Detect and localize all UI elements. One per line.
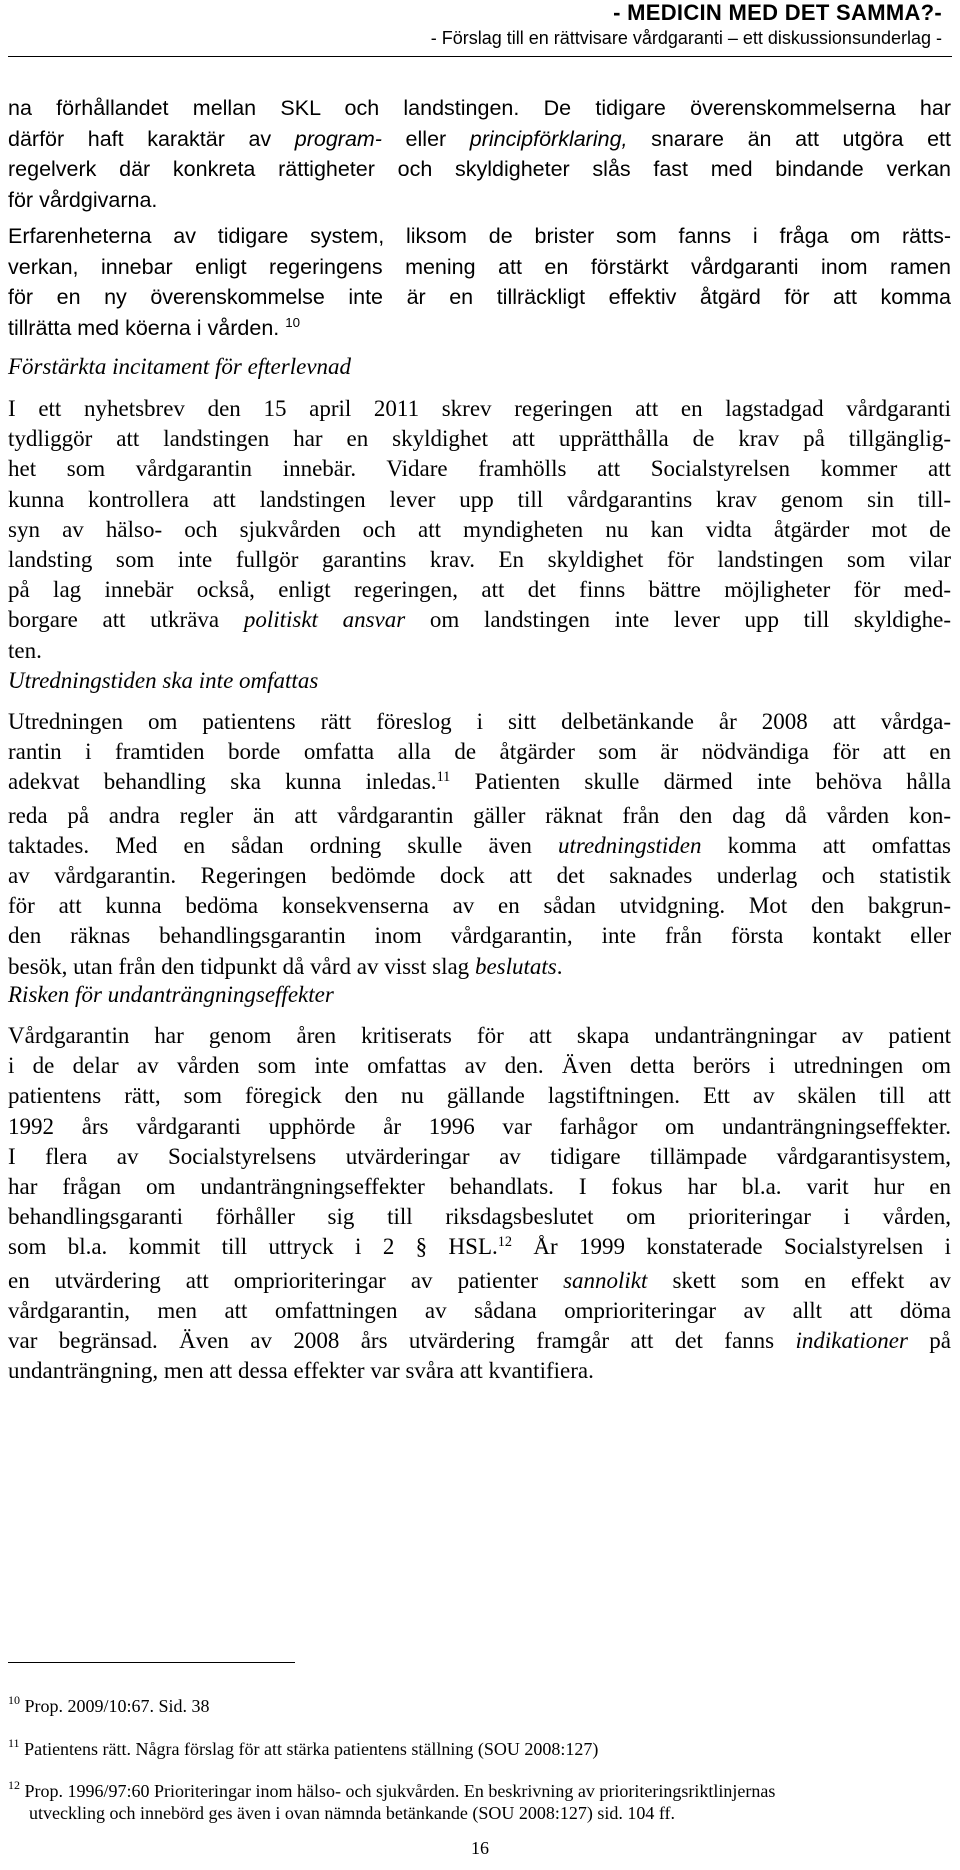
text-line: undanträngning, men att dessa effekter var svåra att kvantifiera. [8,1358,594,1384]
footnote-rule [8,1662,295,1663]
text-line: 1992 års vårdgaranti upphörde år 1996 var farhågor om undanträngningseffekter. [8,1113,951,1139]
footnote-continuation [8,1802,951,1824]
running-header-subtitle: - Förslag till en rättvisare vårdgaranti – ett diskussionsunderlag - [430,28,942,48]
text-line: regelverk där konkreta rättigheter och skyldigheter slås fast med bindande verkan [8,157,951,181]
text-line: var begränsad. Även av 2008 års utvärdering framgår att det fanns indikationer på [8,1328,952,1354]
text-line: för en ny överenskommelse inte är en tillräckligt effektiv åtgärd för att komma [8,285,951,309]
text-line: tillrätta med köerna i vården. $^{10}$ [8,314,301,340]
footnote [8,1735,951,1762]
footnote-text: Prop. 1996/97:60 Prioriteringar inom hälso- och sjukvården. En beskrivning av prioriteringsriktlinjernas [24,1781,776,1801]
text-line: på lag innebär också, enligt regeringen, att det finns bättre möjligheter för med- [8,577,951,603]
footnote-text: Prop. 2009/10:67. Sid. 38 [24,1696,210,1716]
paragraph-intro [8,93,951,215]
text-line: för att kunna bedöma konsekvenserna av en sådan utvidgning. Mot den bakgrun- [8,893,951,919]
section-heading: Förstärkta incitament för efterlevnad [8,354,352,379]
text-line: I ett nyhetsbrev den 15 april 2011 skrev regeringen att en lagstadgad vårdgaranti [8,396,951,421]
text-line: rantin i framtiden borde omfatta alla de åtgärder som är nödvändiga för att en [8,739,951,765]
text-line: Utredningen om patientens rätt föreslog i sitt delbetänkande år 2008 att vårdga- [8,709,951,734]
text-line: adekvat behandling ska kunna inledas.$^{11}$ Patienten skulle därmed inte behöva hålla [8,768,951,795]
footnote-ref: 12 [497,1233,513,1250]
text-line: Erfarenheterna av tidigare system, liksom de brister som fanns i fråga om rätts- [8,224,951,248]
footnote-number: 11 [8,1735,20,1750]
paragraph-displacement [8,1021,951,1386]
text-line: taktades. Med en sådan ordning skulle även utredningstiden komma att omfattas [8,832,951,858]
section-heading: Risken för undanträngningseffekter [8,982,334,1007]
text-line: en utvärdering att omprioriteringar av patienter sannolikt skett som en effekt av [8,1267,951,1293]
footnote-ref: 11 [436,768,451,785]
text-line: reda på andra regler än att vårdgarantin gäller räknat från den dag då vården kon- [8,802,951,828]
text-line: Vårdgarantin har genom åren kritiserats för att skapa undanträngningar av patient [8,1023,951,1048]
text-line: tydliggör att landstingen har en skyldighet att upprätthålla de krav på tillgänglig- [8,426,951,452]
footnote-number: 12 [8,1777,20,1792]
paragraph-experience [8,221,951,346]
text-line: den räknas behandlingsgarantin inom vårdgarantin, inte från första kontakt eller [8,923,951,949]
text-line: landsting som inte fullgör garantins krav. En skyldighet för landstingen som vilar [8,547,951,573]
footnote-ref: 10 [285,314,301,330]
text-line: kunna kontrollera att landstingen lever upp till vårdgarantins krav genom sin till- [8,486,951,512]
text-line: vårdgarantin, men att omfattningen av sådana omprioriteringar av allt att döma [8,1297,951,1323]
text-line: I flera av Socialstyrelsens utvärderingar av tidigare tillämpade vårdgarantisystem, [8,1143,951,1169]
footnote [8,1692,951,1719]
page-number: 16 [471,1838,489,1858]
text-line: som bl.a. kommit till uttryck i 2 § HSL.$^{12}$ År 1999 konstaterade Socialstyrelsen i [8,1233,951,1260]
text-line: i de delar av vården som inte omfattas av den. Även detta berörs i utredningen om [8,1053,951,1079]
paragraph-investigation-time [8,707,951,982]
footnote [8,1777,951,1804]
text-line: syn av hälso- och sjukvården och att myndigheten nu kan vidta åtgärder mot de [8,516,951,542]
text-line: därför haft karaktär av program- eller principförklaring, snarare än att utgöra ett [8,126,952,151]
header-rule [8,56,952,57]
text-line: besök, utan från den tidpunkt då vård av visst slag beslutats. [8,953,563,979]
running-header-title: - MEDICIN MED DET SAMMA?- [613,0,942,25]
text-line: borgare att utkräva politiskt ansvar om landstingen inte lever upp till skyldighe- [8,607,951,633]
text-line: het som vårdgarantin innebär. Vidare framhölls att Socialstyrelsen kommer att [8,456,951,482]
text-line: av vårdgarantin. Regeringen bedömde dock att det saknades underlag och statistik [8,863,951,889]
text-line: behandlingsgaranti förhåller sig till riksdagsbeslutet om prioriteringar i vården, [8,1204,951,1230]
text-line: na förhållandet mellan SKL och landstingen. De tidigare överenskommelserna har [8,96,951,120]
text-line: har frågan om undanträngningseffekter behandlats. I fokus har bl.a. varit hur en [8,1174,951,1200]
paragraph-incentives [8,394,951,666]
text-line: patientens rätt, som föregick den nu gällande lagstiftningen. Ett av skälen till att [8,1083,951,1109]
footnote-text: Patientens rätt. Några förslag för att stärka patientens ställning (SOU 2008:127) [24,1739,599,1759]
text-line: för vårdgivarna. [8,187,158,212]
text-line: ten. [8,637,42,663]
section-heading: Utredningstiden ska inte omfattas [8,668,319,693]
text-line: verkan, innebar enligt regeringens mening att en förstärkt vårdgaranti inom ramen [8,254,951,279]
footnote-text: utveckling och innebörd ges även i ovan nämnda betänkande (SOU 2008:127) sid. 104 ff. [29,1803,676,1823]
footnote-number: 10 [8,1692,20,1707]
